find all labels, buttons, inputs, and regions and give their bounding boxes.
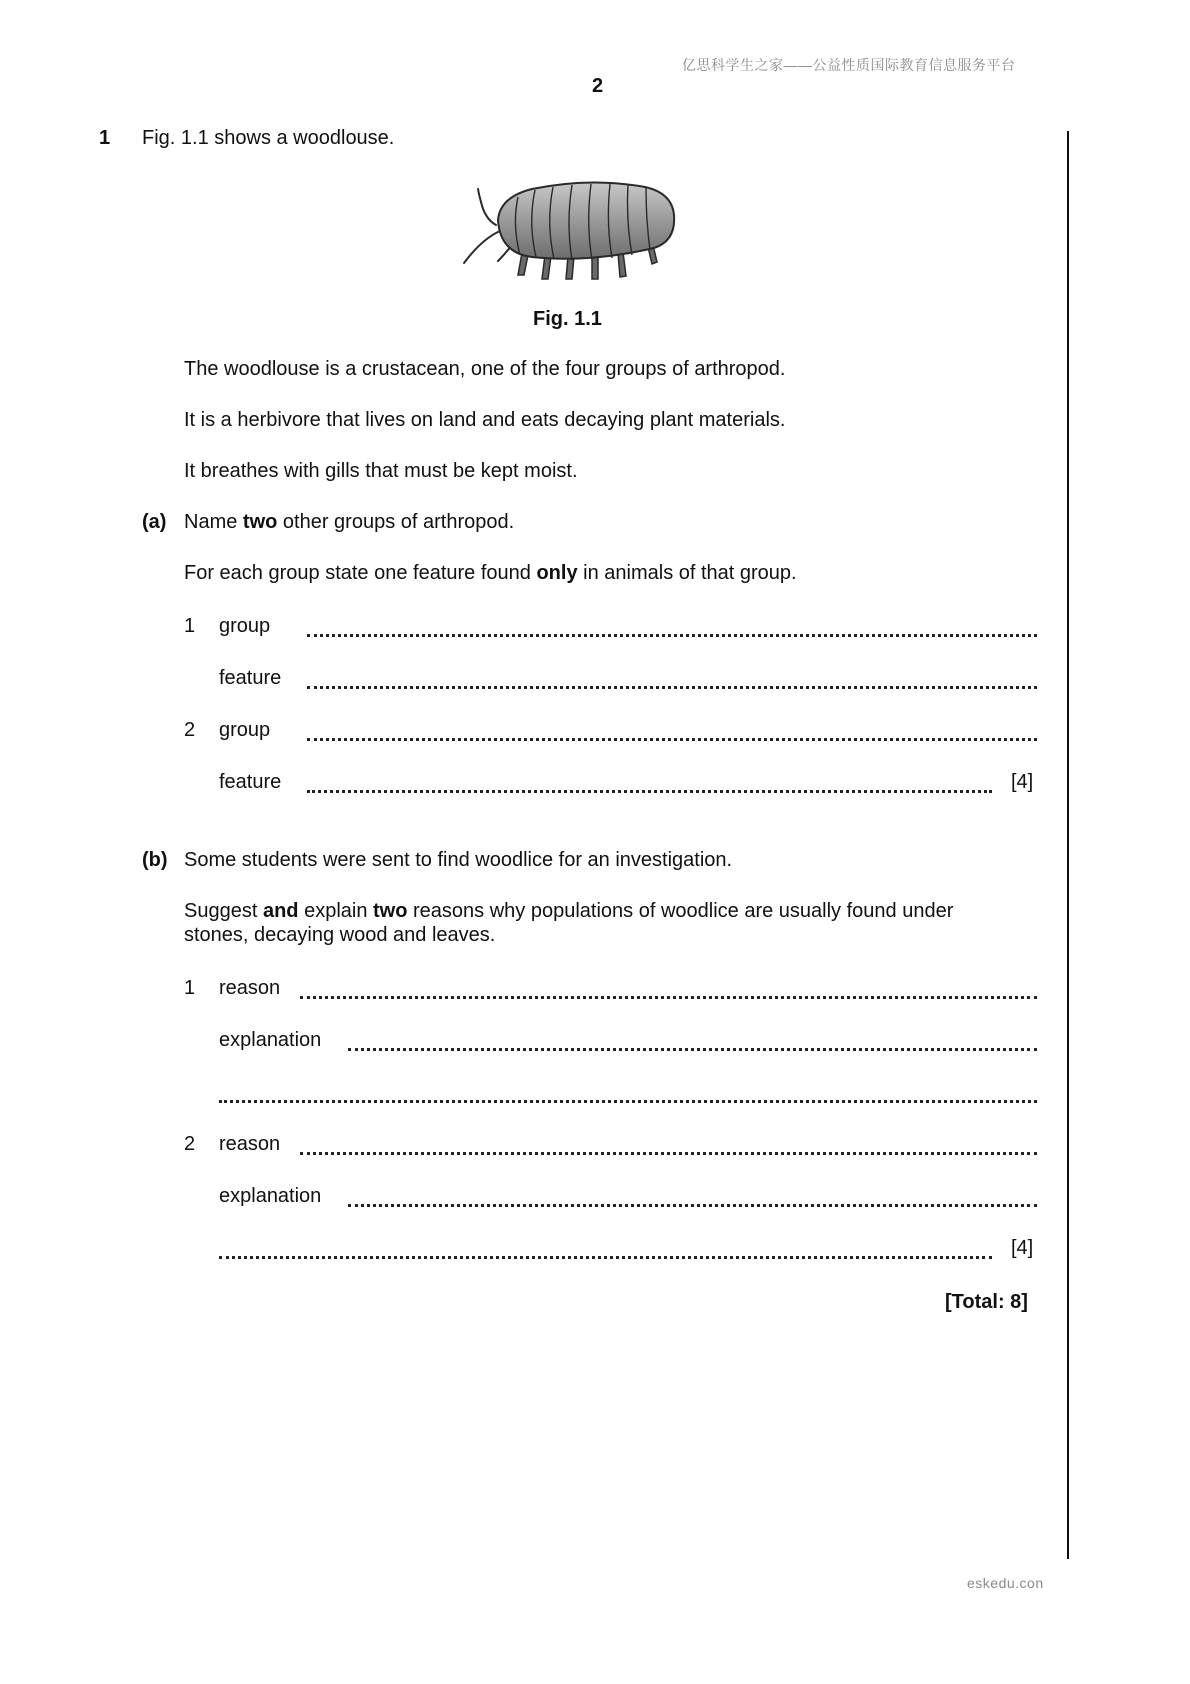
page-number: 2 — [592, 75, 604, 97]
statement-1: The woodlouse is a crustacean, one of the four groups of arthropod. — [184, 358, 786, 380]
answer-number-1: 1 — [184, 977, 196, 999]
group-label: group — [219, 719, 271, 741]
answer-line-explanation-1[interactable] — [348, 1048, 1037, 1051]
explanation-label: explanation — [219, 1185, 322, 1207]
question-intro: Fig. 1.1 shows a woodlouse. — [142, 127, 395, 149]
question-number: 1 — [99, 127, 111, 149]
answer-line-explanation-2-cont[interactable] — [219, 1256, 992, 1259]
answer-line-group-1[interactable] — [307, 634, 1037, 637]
answer-line-reason-2[interactable] — [300, 1152, 1037, 1155]
part-a-instruction: Name two other groups of arthropod. — [184, 511, 515, 533]
watermark-header: 亿思科学生之家——公益性质国际教育信息服务平台 — [682, 57, 1016, 73]
total-marks: [Total: 8] — [945, 1291, 1028, 1313]
answer-line-explanation-2[interactable] — [348, 1204, 1037, 1207]
answer-line-feature-2[interactable] — [307, 790, 992, 793]
part-b-label: (b) — [142, 849, 168, 871]
answer-number-2: 2 — [184, 1133, 196, 1155]
feature-label: feature — [219, 667, 282, 689]
part-a-label: (a) — [142, 511, 167, 533]
marks-a: [4] — [1011, 771, 1034, 793]
marks-b: [4] — [1011, 1237, 1034, 1259]
answer-line-reason-1[interactable] — [300, 996, 1037, 999]
woodlouse-figure — [460, 175, 680, 285]
group-label: group — [219, 615, 271, 637]
part-a-instruction-2: For each group state one feature found only in animals of that group. — [184, 562, 797, 584]
answer-line-explanation-1-cont[interactable] — [219, 1100, 1037, 1103]
part-b-instruction: Suggest and explain two reasons why populations of woodlice are usually found under — [184, 900, 954, 922]
reason-label: reason — [219, 1133, 281, 1155]
feature-label: feature — [219, 771, 282, 793]
figure-caption: Fig. 1.1 — [533, 308, 602, 330]
margin-line — [1067, 131, 1069, 1559]
answer-number-1: 1 — [184, 615, 196, 637]
answer-line-group-2[interactable] — [307, 738, 1037, 741]
part-b-instruction-2: stones, decaying wood and leaves. — [184, 924, 496, 946]
answer-line-feature-1[interactable] — [307, 686, 1037, 689]
statement-3: It breathes with gills that must be kept moist. — [184, 460, 578, 482]
reason-label: reason — [219, 977, 281, 999]
explanation-label: explanation — [219, 1029, 322, 1051]
part-b-intro: Some students were sent to find woodlice for an investigation. — [184, 849, 733, 871]
watermark-footer: eskedu.con — [967, 1575, 1044, 1591]
answer-number-2: 2 — [184, 719, 196, 741]
statement-2: It is a herbivore that lives on land and eats decaying plant materials. — [184, 409, 786, 431]
